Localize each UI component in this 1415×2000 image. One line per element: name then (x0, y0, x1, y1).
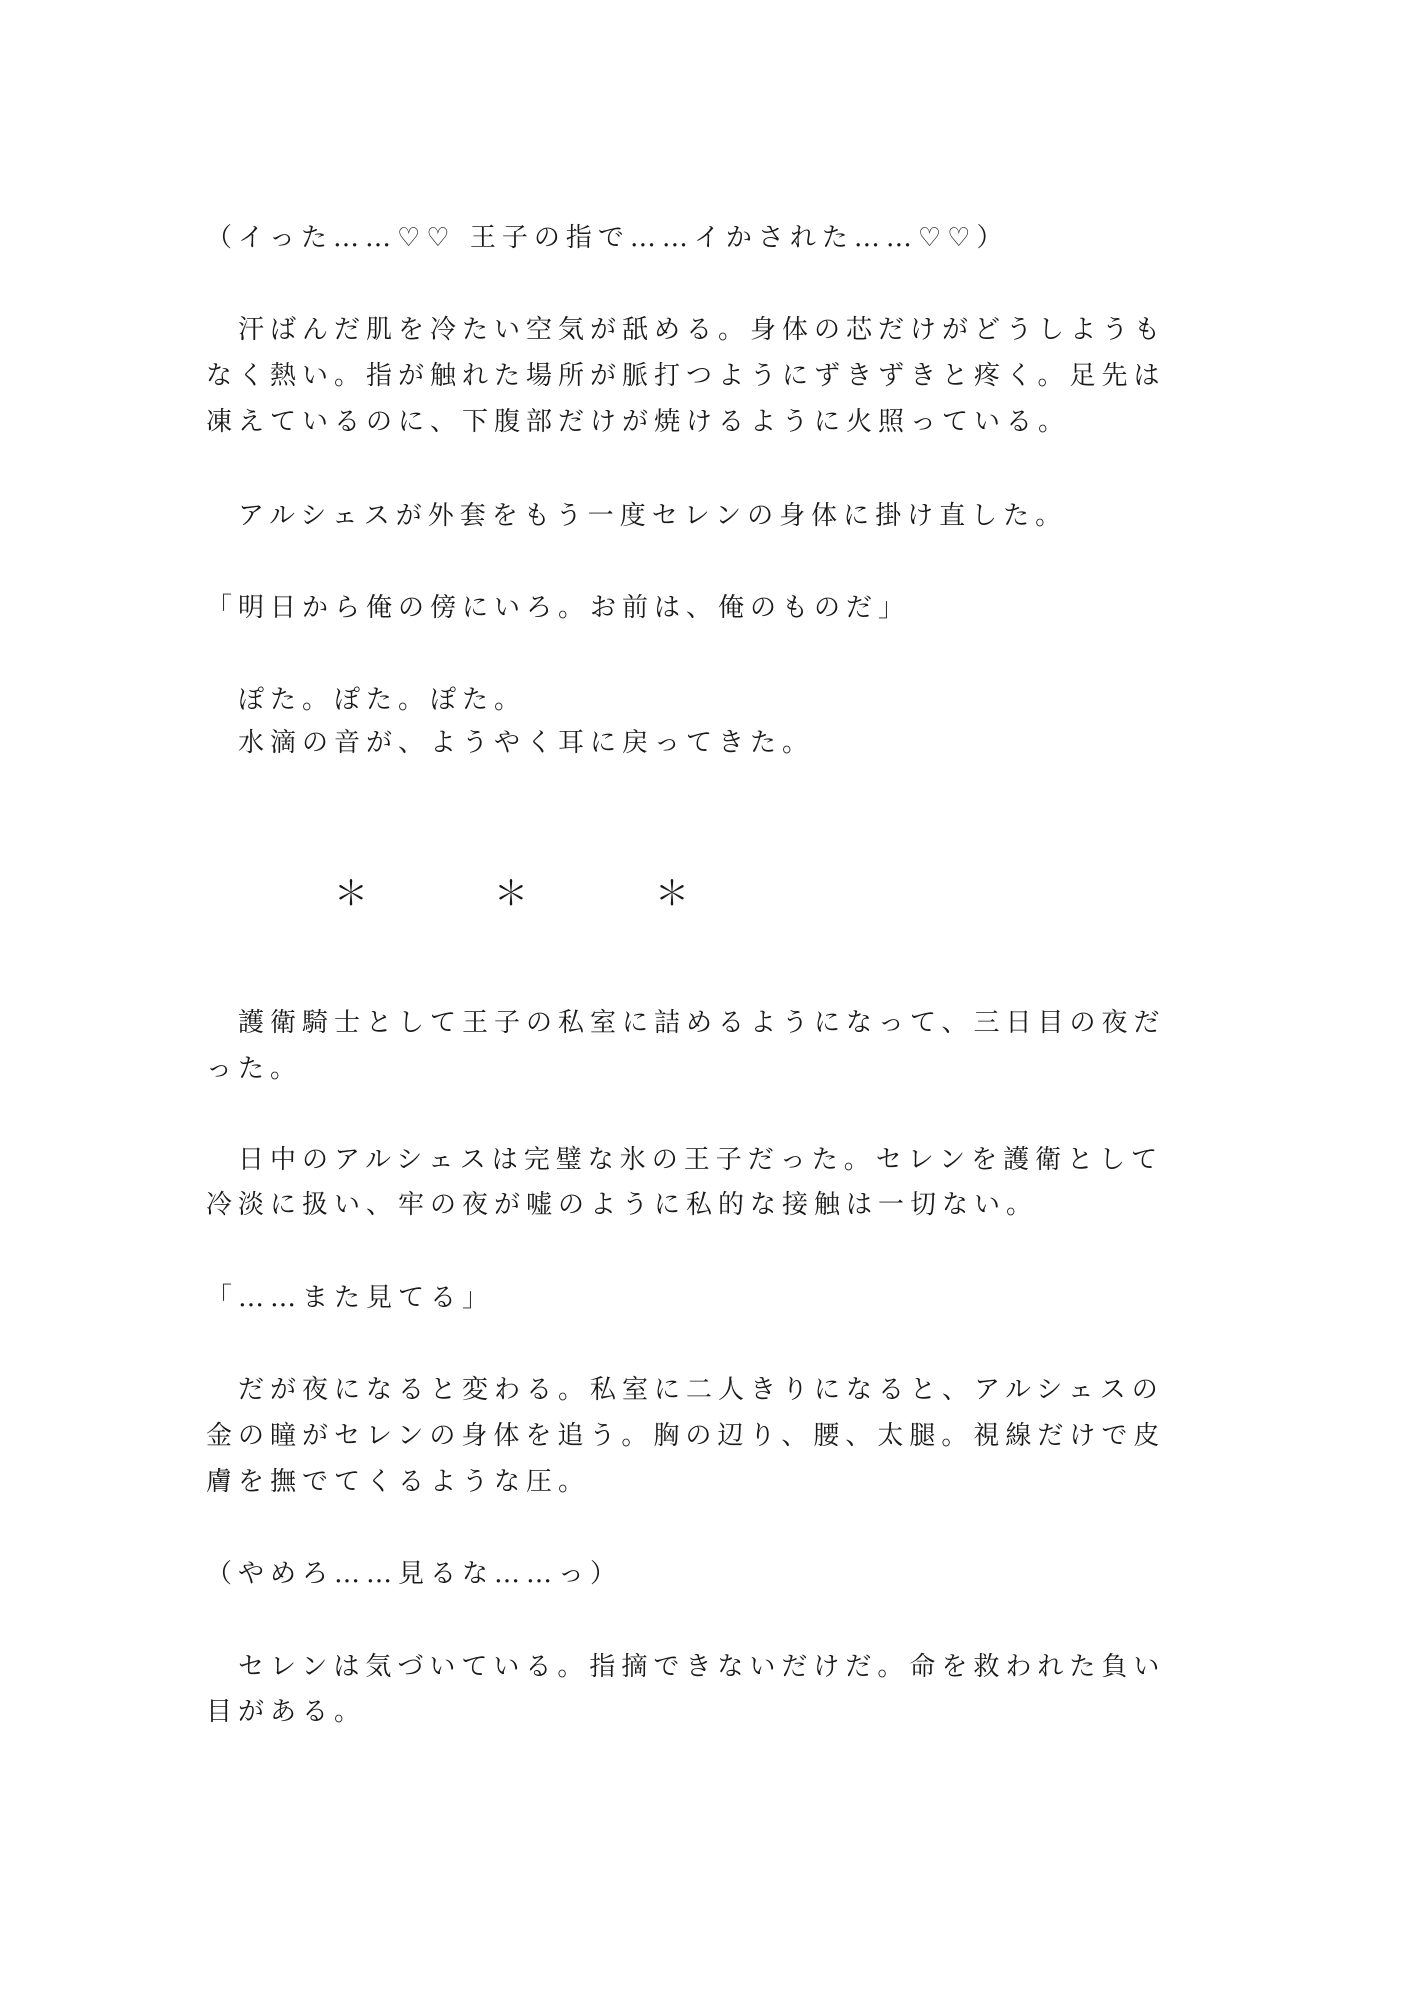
text-line: アルシェスが外套をもう一度セレンの身体に掛け直した。 (206, 501, 1068, 531)
text-line: （イった……♡♡ 王子の指で……イかされた……♡♡） (206, 223, 1009, 253)
text-line: 冷淡に扱い、牢の夜が嘘のように私的な接触は一切ない。 (206, 1190, 1039, 1220)
text-line: 凍えているのに、下腹部だけが焼けるように火照っている。 (206, 407, 1071, 437)
text-line: だが夜になると変わる。私室に二人きりになると、アルシェスの (206, 1375, 1164, 1405)
text-line: 金の瞳がセレンの身体を追う。胸の辺り、腰、太腿。視線だけで皮 (206, 1421, 1166, 1451)
text-line: 水滴の音が、ようやく耳に戻ってきた。 (206, 728, 815, 758)
separator-asterisk: ＊ (655, 874, 689, 914)
text-line: なく熱い。指が触れた場所が脈打つようにずきずきと疼く。足先は (206, 361, 1166, 391)
separator-asterisk: ＊ (494, 874, 528, 914)
text-line: 護衛騎士として王子の私室に詰めるようになって、三日目の夜だ (206, 1008, 1166, 1038)
text-line: った。 (206, 1054, 303, 1084)
text-line: セレンは気づいている。指摘できないだけだ。命を救われた負い (206, 1652, 1166, 1682)
text-line: ぽた。ぽた。ぽた。 (206, 685, 527, 715)
text-line: 「明日から俺の傍にいろ。お前は、俺のものだ」 (206, 593, 911, 623)
text-line: 「……また見てる」 (206, 1283, 495, 1313)
text-line: 目がある。 (206, 1697, 367, 1727)
text-line: 汗ばんだ肌を冷たい空気が舐める。身体の芯だけがどうしようも (206, 315, 1167, 345)
text-line: 日中のアルシェスは完璧な氷の王子だった。セレンを護衛として (206, 1145, 1164, 1175)
text-line: （やめろ……見るな……っ） (206, 1559, 623, 1589)
text-line: 膚を撫でてくるような圧。 (206, 1467, 591, 1497)
separator-asterisk: ＊ (334, 874, 368, 914)
